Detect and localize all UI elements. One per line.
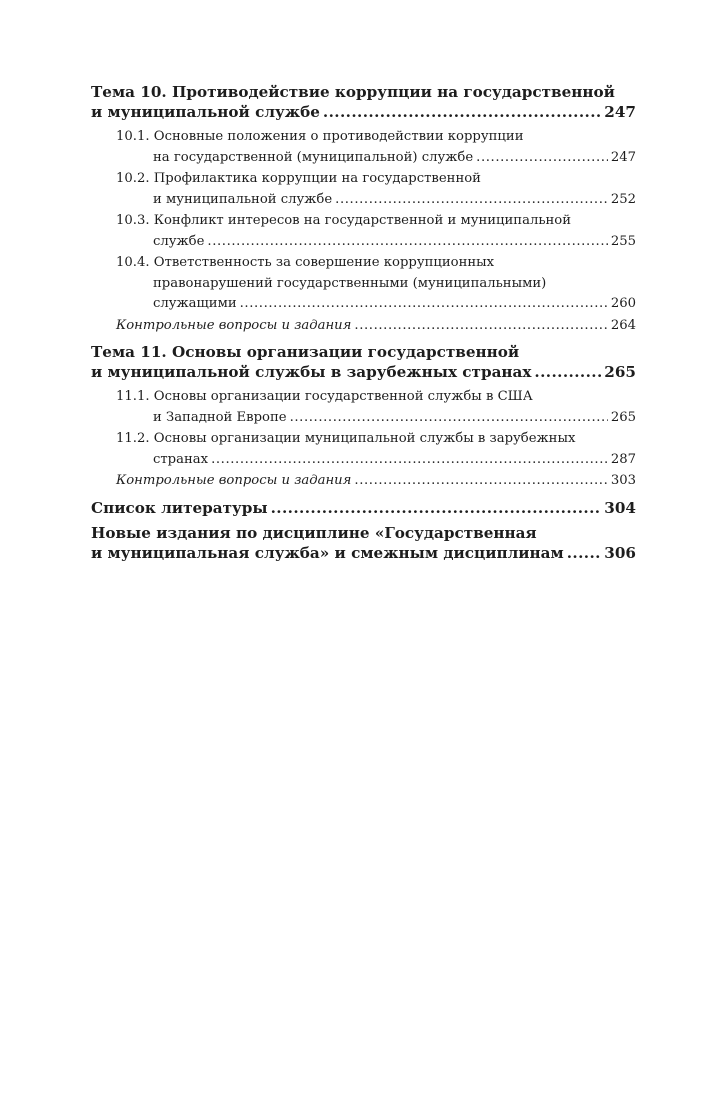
dot-leader — [271, 498, 602, 518]
section-title-cont: правонарушений государственными (муниципальными) — [153, 275, 547, 291]
section-title-cont: странах — [153, 451, 209, 467]
toc-section-10-2[interactable] — [116, 169, 636, 210]
toc-section-10-1[interactable] — [116, 127, 636, 168]
toc-bibliography[interactable] — [91, 498, 636, 518]
dot-leader — [240, 294, 608, 315]
toc-topic-title-cont: и муниципальной службе — [91, 103, 320, 121]
bibliography-title: Список литературы — [91, 498, 268, 517]
page-number: 260 — [610, 296, 636, 311]
page-number: 265 — [610, 409, 636, 425]
section-title: Основы организации муниципальной службы в зарубежных — [153, 431, 576, 446]
dot-leader — [335, 190, 608, 211]
dot-leader — [207, 232, 607, 253]
dot-leader — [354, 316, 607, 337]
page-number: 306 — [604, 543, 636, 562]
toc-questions-11[interactable] — [116, 471, 636, 492]
page-number: 252 — [610, 191, 636, 207]
toc-topic-title-cont: и муниципальная служба» и смежным дисциплинам — [91, 543, 564, 562]
section-title-cont: и Западной Европе — [153, 409, 287, 425]
toc-section-10-3[interactable] — [116, 211, 636, 252]
toc-topic-title: Тема 11. Основы организации государственной — [91, 343, 520, 361]
section-number: 10.4. — [116, 255, 150, 270]
page-number: 287 — [610, 451, 636, 467]
section-title-cont: служащими — [153, 296, 237, 311]
page-number: 265 — [604, 363, 636, 381]
page-number: 247 — [604, 103, 636, 121]
toc-topic-11[interactable] — [91, 342, 636, 382]
section-title-cont: на государственной (муниципальной) службе — [153, 149, 474, 165]
page-number: 264 — [610, 317, 636, 333]
dot-leader — [323, 102, 601, 122]
toc-section-10-4[interactable] — [116, 253, 636, 315]
table-of-contents — [91, 82, 636, 568]
section-title-cont: службе — [153, 233, 205, 249]
toc-section-11-1[interactable] — [116, 387, 636, 428]
page-number: 304 — [604, 498, 636, 517]
section-number: 10.2. — [116, 171, 150, 186]
section-number: 10.3. — [116, 213, 150, 228]
toc-questions-10[interactable] — [116, 316, 636, 337]
questions-label: Контрольные вопросы и задания — [116, 473, 352, 488]
section-title: Профилактика коррупции на государственной — [153, 171, 481, 186]
toc-new-publications[interactable] — [91, 523, 636, 563]
section-number: 11.2. — [116, 431, 150, 446]
questions-label: Контрольные вопросы и задания — [116, 317, 352, 333]
toc-topic-title: Новые издания по дисциплине «Государственная — [91, 523, 537, 542]
dot-leader — [211, 450, 608, 471]
section-title: Конфликт интересов на государственной и муниципальной — [153, 213, 572, 228]
toc-section-11-2[interactable] — [116, 429, 636, 470]
page-number: 255 — [610, 233, 636, 249]
page-number: 303 — [610, 473, 636, 488]
dot-leader — [567, 543, 602, 563]
section-title: Ответственность за совершение коррупционных — [153, 255, 495, 270]
dot-leader — [534, 362, 601, 382]
toc-topic-title-cont: и муниципальной службы в зарубежных странах — [91, 363, 532, 381]
dot-leader — [476, 148, 608, 169]
toc-topic-title: Тема 10. Противодействие коррупции на государственной — [91, 83, 615, 101]
toc-topic-10[interactable] — [91, 82, 636, 122]
section-title: Основные положения о противодействии коррупции — [153, 129, 524, 144]
section-title: Основы организации государственной службы в США — [153, 389, 533, 404]
section-title-cont: и муниципальной службе — [153, 191, 333, 207]
dot-leader — [354, 471, 607, 492]
page-number: 247 — [610, 149, 636, 165]
section-number: 11.1. — [116, 389, 150, 404]
dot-leader — [290, 408, 608, 429]
section-number: 10.1. — [116, 129, 150, 144]
